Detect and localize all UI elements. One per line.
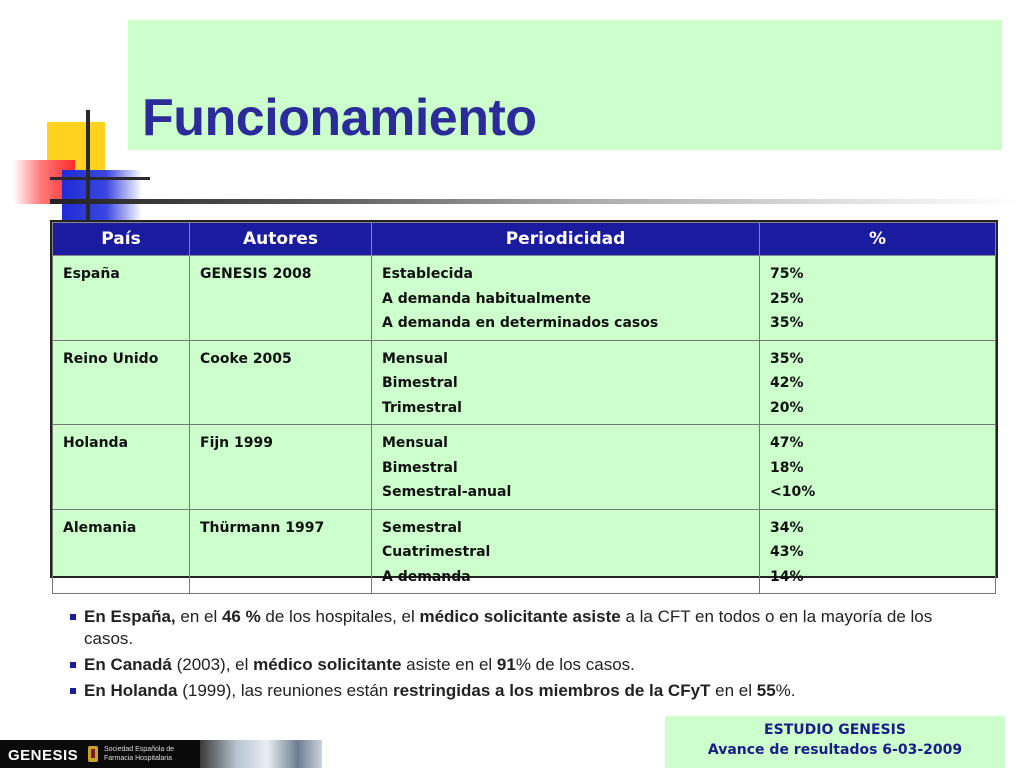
bullet-bold: 55 [756, 681, 776, 700]
cell-pais: España [53, 256, 190, 341]
bullet-text: a la CFT en todos o en la mayoría de los casos. [84, 607, 933, 648]
porcentaje-line: 18% [770, 459, 804, 476]
footer-photo [200, 740, 322, 768]
table-row [53, 425, 996, 510]
bullet-text: %. [775, 681, 796, 700]
bullet-square-icon [70, 662, 76, 668]
title-box [128, 20, 1002, 150]
cell-porcentaje [760, 509, 996, 594]
bullet-text: (2003), el [171, 655, 254, 674]
periodicidad-line: A demanda en determinados casos [382, 315, 659, 331]
periodicidad-line: Semestral [382, 519, 462, 536]
society-line: Sociedad Española de [104, 746, 175, 753]
page-title: Funcionamiento [142, 89, 537, 147]
bullet-text: % de los casos. [515, 655, 635, 674]
header-autores: Autores [190, 223, 372, 256]
porcentaje-line: 47% [770, 435, 804, 451]
cell-periodicidad [372, 340, 760, 425]
bullet-bold: médico solicitante asiste [419, 607, 621, 626]
periodicidad-line: Trimestral [382, 399, 462, 416]
cell-autores: Thürmann 1997 [190, 509, 372, 594]
porcentaje-line: 35% [770, 315, 804, 331]
cell-periodicidad [372, 425, 760, 510]
cell-porcentaje [760, 340, 996, 425]
bullet-item [68, 606, 968, 650]
periodicidad-line: A demanda habitualmente [382, 290, 591, 307]
table-row [53, 256, 996, 341]
bullet-bold: restringidas a los miembros de la CFyT [392, 681, 711, 700]
header-porcentaje: % [760, 223, 996, 256]
society-seal-icon [86, 744, 100, 764]
cell-periodicidad [372, 509, 760, 594]
decor-vertical-line [86, 110, 90, 226]
bullet-square-icon [70, 688, 76, 694]
porcentaje-line: 20% [770, 399, 804, 416]
bullet-bold: En Holanda [84, 681, 178, 700]
periodicidad-line: A demanda [382, 568, 471, 585]
table-row [53, 340, 996, 425]
cell-periodicidad [372, 256, 760, 341]
periodicidad-line: Bimestral [382, 459, 458, 476]
porcentaje-line: 75% [770, 266, 804, 282]
footer-bar [0, 740, 322, 768]
bullet-text: asiste en el [401, 655, 497, 674]
porcentaje-line: 43% [770, 544, 804, 560]
periodicidad-line: Semestral-anual [382, 484, 512, 500]
bullet-text: de los hospitales, el [260, 607, 420, 626]
decor-short-line [50, 177, 150, 180]
cell-pais: Holanda [53, 425, 190, 510]
cell-pais: Reino Unido [53, 340, 190, 425]
cell-autores: Cooke 2005 [190, 340, 372, 425]
decor-divider-line [50, 199, 1020, 204]
study-subtitle: Avance de resultados 6-03-2009 [707, 742, 963, 758]
cell-autores: GENESIS 2008 [190, 256, 372, 341]
porcentaje-line: 42% [770, 375, 804, 391]
porcentaje-line: 14% [770, 568, 804, 585]
bullet-text: en el [710, 681, 757, 700]
bullet-item [68, 680, 968, 702]
bullet-item [68, 654, 968, 676]
bullet-text: en el [175, 607, 222, 626]
periodicidad-line: Cuatrimestral [382, 544, 491, 560]
society-name [104, 745, 174, 763]
bullet-bold: médico solicitante [253, 655, 402, 674]
bullet-list [68, 606, 968, 706]
porcentaje-line: 25% [770, 290, 804, 307]
bullet-bold: En España, [84, 607, 176, 626]
periodicidad-line: Mensual [382, 350, 448, 367]
study-box [665, 716, 1005, 768]
periodicidad-line: Mensual [382, 435, 448, 451]
bullet-text: (1999), las reuniones están [177, 681, 393, 700]
cell-autores: Fijn 1999 [190, 425, 372, 510]
table-row [53, 509, 996, 594]
cell-porcentaje [760, 256, 996, 341]
bullet-square-icon [70, 614, 76, 620]
bullet-bold: 46 % [221, 607, 261, 626]
periodicidad-line: Establecida [382, 266, 473, 282]
periodicidad-line: Bimestral [382, 375, 458, 391]
table-header-row [53, 223, 996, 256]
society-line: Farmacia Hospitalaria [104, 755, 173, 762]
cell-pais: Alemania [53, 509, 190, 594]
study-title: ESTUDIO GENESIS [764, 722, 906, 738]
header-pais: País [53, 223, 190, 256]
cell-porcentaje [760, 425, 996, 510]
genesis-logo: GENESIS [8, 747, 79, 764]
header-periodicidad: Periodicidad [372, 223, 760, 256]
porcentaje-line: 34% [770, 519, 804, 536]
results-table [50, 220, 998, 585]
porcentaje-line: 35% [770, 350, 804, 367]
bullet-bold: En Canadá [84, 655, 172, 674]
bullet-bold: 91 [496, 655, 516, 674]
porcentaje-line: <10% [770, 484, 816, 500]
